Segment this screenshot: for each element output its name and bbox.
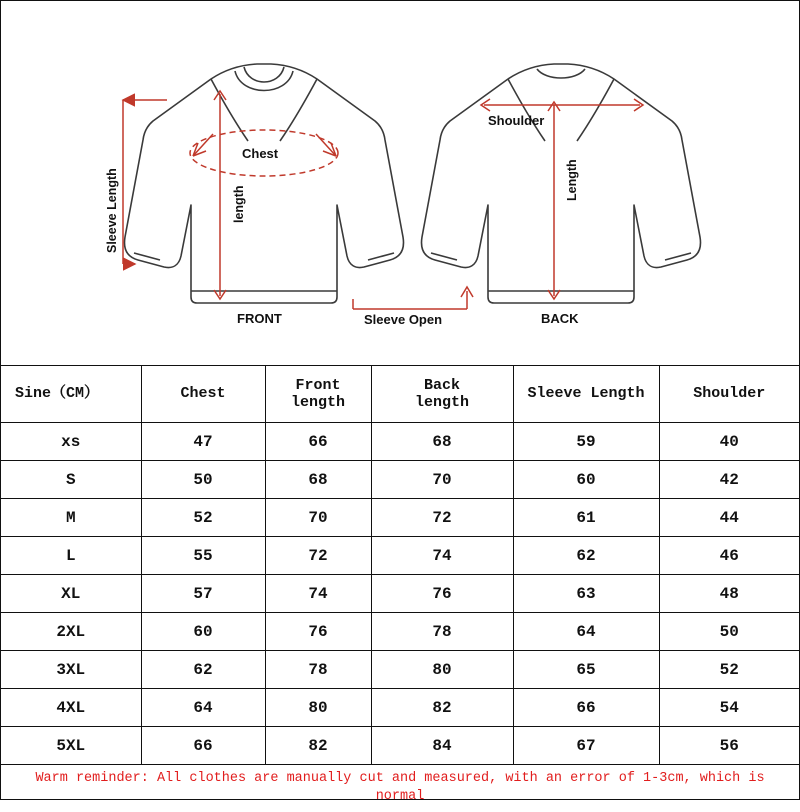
- cell-size: S: [1, 461, 141, 499]
- cell-shoulder: 54: [659, 689, 799, 727]
- cell-front-length: 74: [265, 575, 371, 613]
- table-row: [1, 727, 799, 765]
- cell-back-length: 72: [371, 499, 513, 537]
- label-back-length: Length: [565, 159, 579, 201]
- cell-back-length: 82: [371, 689, 513, 727]
- table-row: [1, 461, 799, 499]
- cell-front-length: 76: [265, 613, 371, 651]
- front-length-measure: [214, 91, 226, 299]
- size-table-header: [1, 366, 799, 423]
- cell-shoulder: 40: [659, 423, 799, 461]
- label-front-length: length: [232, 185, 246, 223]
- cell-sleeve-length: 64: [513, 613, 659, 651]
- cell-shoulder: 44: [659, 499, 799, 537]
- cell-size: 2XL: [1, 613, 141, 651]
- cell-back-length: 74: [371, 537, 513, 575]
- cell-shoulder: 56: [659, 727, 799, 765]
- cell-back-length: 70: [371, 461, 513, 499]
- cell-front-length: 80: [265, 689, 371, 727]
- column-header-size: Sine（CM）: [1, 366, 141, 423]
- column-header-back-length-line2: length: [414, 394, 469, 411]
- cell-chest: 62: [141, 651, 265, 689]
- table-row: [1, 689, 799, 727]
- column-header-front-length: [265, 366, 371, 423]
- cell-front-length: 66: [265, 423, 371, 461]
- table-row: [1, 423, 799, 461]
- cell-sleeve-length: 63: [513, 575, 659, 613]
- column-header-front-length-line2: length: [290, 394, 345, 411]
- cell-sleeve-length: 67: [513, 727, 659, 765]
- cell-back-length: 68: [371, 423, 513, 461]
- cell-size: xs: [1, 423, 141, 461]
- cell-sleeve-length: 66: [513, 689, 659, 727]
- table-row: [1, 575, 799, 613]
- cell-shoulder: 42: [659, 461, 799, 499]
- table-row: [1, 499, 799, 537]
- cell-back-length: 76: [371, 575, 513, 613]
- table-row: [1, 537, 799, 575]
- cell-shoulder: 48: [659, 575, 799, 613]
- label-chest: Chest: [242, 146, 279, 161]
- column-header-chest: Chest: [141, 366, 265, 423]
- back-length-measure: [548, 102, 560, 299]
- cell-chest: 47: [141, 423, 265, 461]
- cell-chest: 55: [141, 537, 265, 575]
- table-row: [1, 613, 799, 651]
- cell-size: 4XL: [1, 689, 141, 727]
- size-table: [1, 366, 799, 765]
- size-table-body: [1, 423, 799, 765]
- column-header-back-length-line1: Back: [423, 376, 460, 394]
- cell-front-length: 70: [265, 499, 371, 537]
- column-header-sleeve-length: Sleeve Length: [513, 366, 659, 423]
- cell-chest: 52: [141, 499, 265, 537]
- cell-shoulder: 52: [659, 651, 799, 689]
- shoulder-measure: [481, 99, 643, 111]
- cell-back-length: 84: [371, 727, 513, 765]
- cell-size: M: [1, 499, 141, 537]
- cell-sleeve-length: 65: [513, 651, 659, 689]
- cell-sleeve-length: 61: [513, 499, 659, 537]
- cell-size: 3XL: [1, 651, 141, 689]
- cell-size: 5XL: [1, 727, 141, 765]
- table-row: [1, 651, 799, 689]
- cell-chest: 57: [141, 575, 265, 613]
- cell-chest: 50: [141, 461, 265, 499]
- sleeve-open-measure: [353, 287, 473, 309]
- cell-back-length: 80: [371, 651, 513, 689]
- label-sleeve-length: Sleeve Length: [105, 168, 119, 253]
- cell-chest: 66: [141, 727, 265, 765]
- column-header-shoulder: Shoulder: [659, 366, 799, 423]
- cell-front-length: 68: [265, 461, 371, 499]
- cell-front-length: 78: [265, 651, 371, 689]
- table-header-row: [1, 366, 799, 423]
- cell-size: L: [1, 537, 141, 575]
- cell-front-length: 72: [265, 537, 371, 575]
- label-back-view: BACK: [541, 311, 579, 326]
- cell-sleeve-length: 60: [513, 461, 659, 499]
- cell-front-length: 82: [265, 727, 371, 765]
- cell-size: XL: [1, 575, 141, 613]
- sleeve-length-measure: [123, 100, 167, 264]
- cell-shoulder: 50: [659, 613, 799, 651]
- cell-back-length: 78: [371, 613, 513, 651]
- back-shirt-illustration: [422, 64, 701, 303]
- cell-chest: 60: [141, 613, 265, 651]
- cell-sleeve-length: 62: [513, 537, 659, 575]
- column-header-back-length: [371, 366, 513, 423]
- cell-shoulder: 46: [659, 537, 799, 575]
- label-sleeve-open: Sleeve Open: [364, 312, 443, 327]
- label-shoulder: Shoulder: [488, 113, 545, 128]
- column-header-front-length-line1: Front: [295, 376, 341, 394]
- label-front-view: FRONT: [237, 311, 282, 326]
- cell-chest: 64: [141, 689, 265, 727]
- warm-reminder-text: Warm reminder: All clothes are manually cut and measured, with an error of 1-3cm, which is normal: [35, 771, 765, 805]
- garment-measurement-diagram: [1, 1, 799, 366]
- cell-sleeve-length: 59: [513, 423, 659, 461]
